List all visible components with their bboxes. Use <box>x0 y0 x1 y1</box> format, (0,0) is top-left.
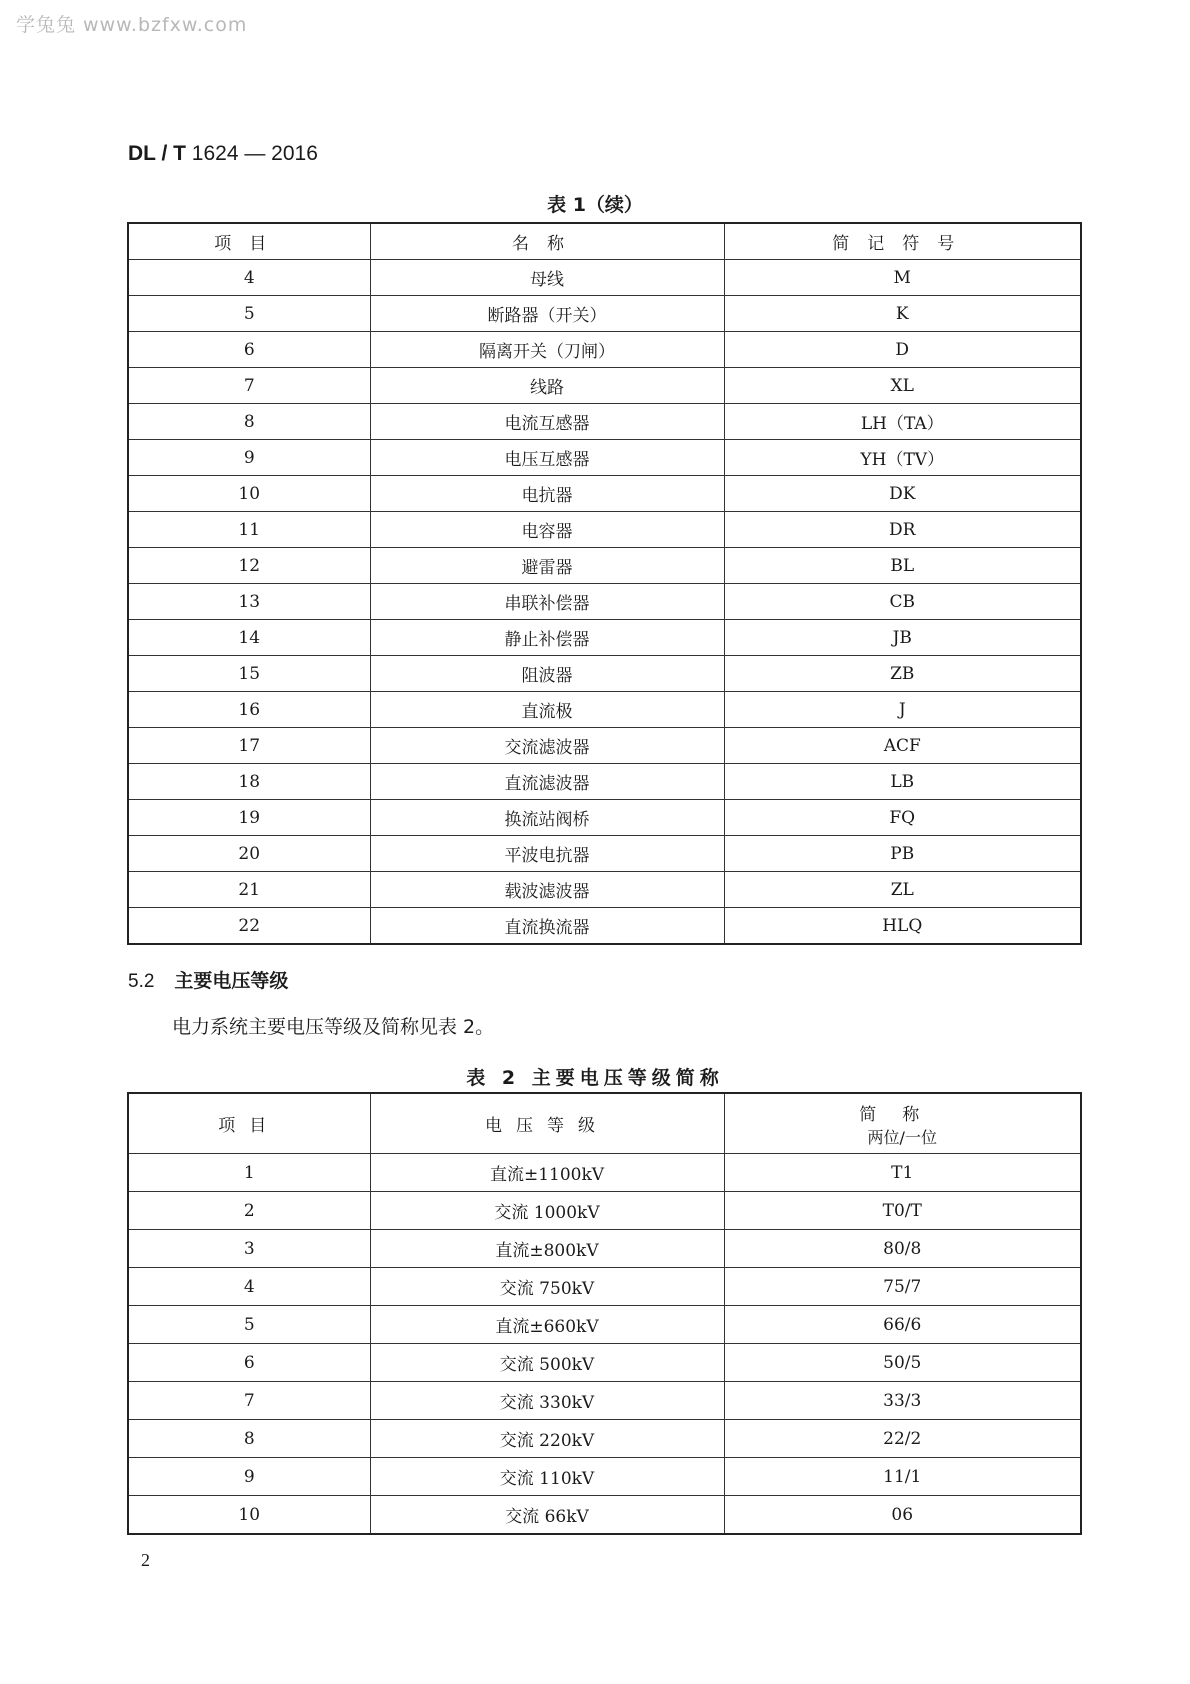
table-row <box>128 404 1081 440</box>
name-cell: 断路器（开关） <box>370 296 724 332</box>
item-number-cell: 9 <box>128 440 370 476</box>
table-row <box>128 764 1081 800</box>
table-row <box>128 1268 1081 1306</box>
table1-header-row <box>128 223 1081 260</box>
table-row <box>128 872 1081 908</box>
symbol-cell: YH（TV） <box>724 440 1081 476</box>
name-cell: 母线 <box>370 260 724 296</box>
item-number-cell: 3 <box>128 1230 370 1268</box>
voltage-level-cell: 交流 500kV <box>370 1344 724 1382</box>
table-row <box>128 620 1081 656</box>
name-cell: 电容器 <box>370 512 724 548</box>
table-row <box>128 908 1081 945</box>
symbol-cell: ZL <box>724 872 1081 908</box>
table2-caption: 表 2 主要电压等级简称 <box>466 1067 724 1089</box>
table-row <box>128 800 1081 836</box>
symbol-cell: XL <box>724 368 1081 404</box>
symbol-cell: PB <box>724 836 1081 872</box>
document-code <box>128 142 318 166</box>
abbreviation-cell: 50/5 <box>724 1344 1081 1382</box>
item-number-cell: 18 <box>128 764 370 800</box>
watermark: 学兔兔 www.bzfxw.com <box>16 14 248 36</box>
symbol-cell: FQ <box>724 800 1081 836</box>
table1-caption: 表 1（续） <box>547 194 643 216</box>
table2-body <box>128 1154 1081 1535</box>
voltage-level-cell: 交流 66kV <box>370 1496 724 1535</box>
document-code-prefix: DL / T <box>128 142 186 165</box>
name-cell: 交流滤波器 <box>370 728 724 764</box>
table-row <box>128 1154 1081 1192</box>
name-cell: 阻波器 <box>370 656 724 692</box>
voltage-level-cell: 直流±800kV <box>370 1230 724 1268</box>
item-number-cell: 8 <box>128 1420 370 1458</box>
abbreviation-cell: T1 <box>724 1154 1081 1192</box>
table-row <box>128 512 1081 548</box>
section-number: 5.2 <box>128 971 155 992</box>
section-heading <box>128 966 288 993</box>
symbol-cell: ACF <box>724 728 1081 764</box>
item-number-cell: 5 <box>128 296 370 332</box>
table1-header-name: 名称 <box>370 223 724 260</box>
table-row <box>128 1306 1081 1344</box>
name-cell: 串联补偿器 <box>370 584 724 620</box>
table1-body <box>128 260 1081 945</box>
item-number-cell: 19 <box>128 800 370 836</box>
voltage-level-cell: 交流 750kV <box>370 1268 724 1306</box>
table2-header-abbr-title: 简称 <box>859 1104 946 1125</box>
voltage-level-cell: 直流±1100kV <box>370 1154 724 1192</box>
table-row <box>128 1230 1081 1268</box>
item-number-cell: 8 <box>128 404 370 440</box>
table-row <box>128 1458 1081 1496</box>
name-cell: 直流滤波器 <box>370 764 724 800</box>
table-row <box>128 440 1081 476</box>
item-number-cell: 7 <box>128 1382 370 1420</box>
item-number-cell: 20 <box>128 836 370 872</box>
table1 <box>127 222 1082 945</box>
abbreviation-cell: 66/6 <box>724 1306 1081 1344</box>
name-cell: 线路 <box>370 368 724 404</box>
symbol-cell: JB <box>724 620 1081 656</box>
table-row <box>128 836 1081 872</box>
table1-header-symbol: 简记符号 <box>724 223 1081 260</box>
table-row <box>128 548 1081 584</box>
table2-header-voltage: 电压等级 <box>370 1093 724 1154</box>
item-number-cell: 2 <box>128 1192 370 1230</box>
table-row <box>128 692 1081 728</box>
table2 <box>127 1092 1082 1535</box>
table-row <box>128 368 1081 404</box>
abbreviation-cell: 33/3 <box>724 1382 1081 1420</box>
name-cell: 电流互感器 <box>370 404 724 440</box>
item-number-cell: 5 <box>128 1306 370 1344</box>
table-row <box>128 1382 1081 1420</box>
table-row <box>128 476 1081 512</box>
item-number-cell: 15 <box>128 656 370 692</box>
table2-header-abbr-sub: 两位/一位 <box>867 1127 937 1147</box>
symbol-cell: CB <box>724 584 1081 620</box>
voltage-level-cell: 交流 110kV <box>370 1458 724 1496</box>
table1-header-item: 项目 <box>128 223 370 260</box>
abbreviation-cell: 80/8 <box>724 1230 1081 1268</box>
section-title: 主要电压等级 <box>174 970 289 992</box>
item-number-cell: 17 <box>128 728 370 764</box>
name-cell: 换流站阀桥 <box>370 800 724 836</box>
abbreviation-cell: 11/1 <box>724 1458 1081 1496</box>
item-number-cell: 12 <box>128 548 370 584</box>
symbol-cell: ZB <box>724 656 1081 692</box>
symbol-cell: DK <box>724 476 1081 512</box>
table-row <box>128 1496 1081 1535</box>
item-number-cell: 6 <box>128 332 370 368</box>
symbol-cell: LH（TA） <box>724 404 1081 440</box>
symbol-cell: DR <box>724 512 1081 548</box>
abbreviation-cell: 75/7 <box>724 1268 1081 1306</box>
item-number-cell: 10 <box>128 1496 370 1535</box>
table-row <box>128 260 1081 296</box>
item-number-cell: 4 <box>128 260 370 296</box>
name-cell: 电抗器 <box>370 476 724 512</box>
voltage-level-cell: 交流 220kV <box>370 1420 724 1458</box>
name-cell: 平波电抗器 <box>370 836 724 872</box>
name-cell: 隔离开关（刀闸） <box>370 332 724 368</box>
name-cell: 直流换流器 <box>370 908 724 945</box>
abbreviation-cell: 22/2 <box>724 1420 1081 1458</box>
item-number-cell: 1 <box>128 1154 370 1192</box>
symbol-cell: M <box>724 260 1081 296</box>
item-number-cell: 6 <box>128 1344 370 1382</box>
item-number-cell: 14 <box>128 620 370 656</box>
table-row <box>128 1344 1081 1382</box>
table2-header-row <box>128 1093 1081 1154</box>
item-number-cell: 7 <box>128 368 370 404</box>
table-row <box>128 296 1081 332</box>
name-cell: 电压互感器 <box>370 440 724 476</box>
table-row <box>128 584 1081 620</box>
item-number-cell: 9 <box>128 1458 370 1496</box>
section-paragraph: 电力系统主要电压等级及简称见表 2。 <box>172 1016 495 1038</box>
table-row <box>128 332 1081 368</box>
name-cell: 避雷器 <box>370 548 724 584</box>
name-cell: 静止补偿器 <box>370 620 724 656</box>
item-number-cell: 10 <box>128 476 370 512</box>
table-row <box>128 1192 1081 1230</box>
symbol-cell: K <box>724 296 1081 332</box>
symbol-cell: LB <box>724 764 1081 800</box>
document-code-number: 1624 — 2016 <box>185 142 318 165</box>
item-number-cell: 13 <box>128 584 370 620</box>
symbol-cell: HLQ <box>724 908 1081 945</box>
voltage-level-cell: 交流 330kV <box>370 1382 724 1420</box>
symbol-cell: J <box>724 692 1081 728</box>
table-row <box>128 728 1081 764</box>
voltage-level-cell: 交流 1000kV <box>370 1192 724 1230</box>
item-number-cell: 11 <box>128 512 370 548</box>
name-cell: 直流极 <box>370 692 724 728</box>
table-row <box>128 1420 1081 1458</box>
item-number-cell: 4 <box>128 1268 370 1306</box>
table-row <box>128 656 1081 692</box>
table2-header-abbr <box>724 1093 1081 1154</box>
item-number-cell: 21 <box>128 872 370 908</box>
page-number: 2 <box>141 1550 150 1570</box>
table2-header-item: 项目 <box>128 1093 370 1154</box>
abbreviation-cell: T0/T <box>724 1192 1081 1230</box>
symbol-cell: D <box>724 332 1081 368</box>
item-number-cell: 16 <box>128 692 370 728</box>
item-number-cell: 22 <box>128 908 370 945</box>
symbol-cell: BL <box>724 548 1081 584</box>
abbreviation-cell: 06 <box>724 1496 1081 1535</box>
voltage-level-cell: 直流±660kV <box>370 1306 724 1344</box>
name-cell: 载波滤波器 <box>370 872 724 908</box>
